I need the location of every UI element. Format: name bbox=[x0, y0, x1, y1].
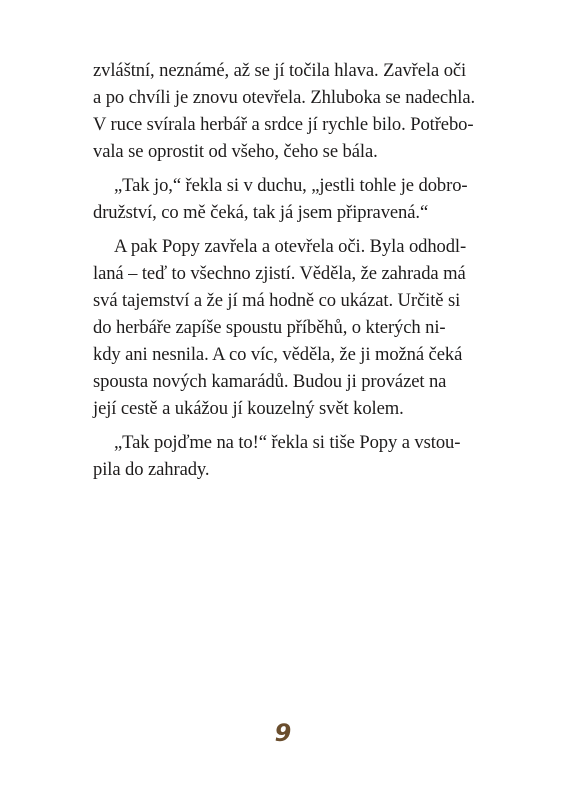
text-line: V ruce svírala herbář a srdce jí rychle bilo. Potřebo- bbox=[93, 114, 474, 135]
text-line: spousta nových kamarádů. Budou ji provázet na bbox=[93, 371, 447, 392]
text-line: vala se oprostit od všeho, čeho se bála. bbox=[93, 141, 378, 162]
text-line: a po chvíli je znovu otevřela. Zhluboka se nadechla. bbox=[93, 87, 476, 108]
text-line: svá tajemství a že jí má hodně co ukázat. Určitě si bbox=[93, 290, 461, 311]
text-line: kdy ani nesnila. A co víc, věděla, že ji možná čeká bbox=[93, 344, 463, 365]
body-text bbox=[93, 57, 513, 483]
text-line: laná – teď to všechno zjistí. Věděla, že zahrada má bbox=[93, 263, 466, 284]
text-line: její cestě a ukážou jí kouzelný svět kolem. bbox=[93, 398, 404, 419]
text-line: do herbáře zapíše spoustu příběhů, o kterých ni- bbox=[93, 317, 446, 338]
text-line: „Tak pojďme na to!“ řekla si tiše Popy a vstou- bbox=[114, 432, 461, 453]
page-number: 9 bbox=[274, 719, 292, 747]
text-line: „Tak jo,“ řekla si v duchu, „jestli tohle je dobro- bbox=[114, 175, 468, 196]
text-line: A pak Popy zavřela a otevřela oči. Byla odhodl- bbox=[114, 236, 467, 257]
text-line: družství, co mě čeká, tak já jsem připravená.“ bbox=[93, 202, 429, 223]
text-line: pila do zahrady. bbox=[93, 459, 210, 480]
text-line: zvláštní, neznámé, až se jí točila hlava. Zavřela oči bbox=[93, 60, 467, 81]
